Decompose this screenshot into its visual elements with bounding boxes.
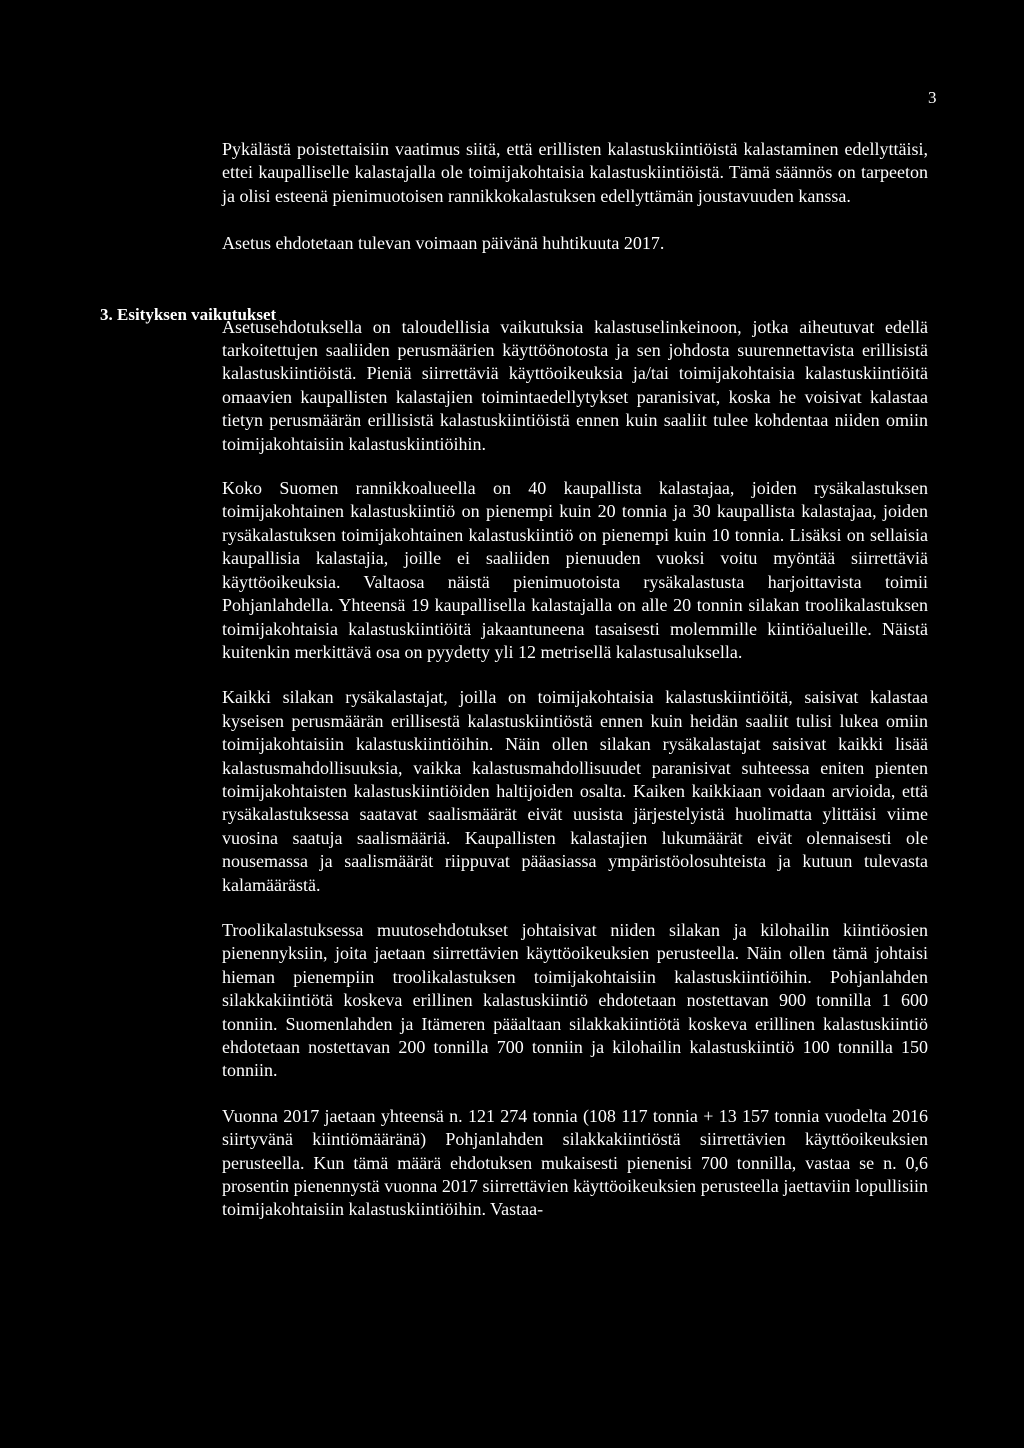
page-number: 3 bbox=[928, 88, 937, 107]
paragraph-intro: Pykälästä poistettaisiin vaatimus siitä, että erillisten kalastuskiintiöistä kalastaminen edellyttäisi, ettei kaupalliselle kalastajalla ole toimijakohtaisia kalastuskiintiöistä. Tämä säännös on tarpeeton ja olisi esteenä pienimuotoisen rannikkokalastuksen edellyttämän joustavuuden kanssa. bbox=[222, 139, 928, 206]
paragraph-trap-net-fishers: Kaikki silakan rysäkalastajat, joilla on toimijakohtaisia kalastuskiintiöitä, saisivat kalastaa kyseisen perusmäärän erillisestä kalastuskiintiöstä ennen kuin heidän saaliit tulisi lukea omiin toimijakohtaisiin kalastuskiintiöihin. Näin ollen silakan rysäkalastajat saisivat kaikki lisää kalastusmahdollisuuksia, vaikka kalastusmahdollisuudet paranisivat suhteessa eniten pienten toimijakohtaisten kalastuskiintiöiden haltijoiden osalta. Kaiken kaikkiaan voidaan arvioida, että rysäkalastuksessa saatavat saalismäärät eivät uusista järjestelyistä huolimatta ylittäisi viime vuosina saatuja saalismääriä. Kaupallisten kalastajien lukumäärät eivät olennaisesti ole nousemassa ja saalismäärät riippuvat pääasiassa ympäristöolosuhteista ja kutuun tulevasta kalamäärästä. bbox=[222, 687, 928, 895]
paragraph-coastal-fishers: Koko Suomen rannikkoalueella on 40 kaupallista kalastajaa, joiden rysäkalastuksen toimijakohtainen kalastuskiintiö on pienempi kuin 20 tonnia ja 30 kaupallista kalastajaa, joiden rysäkalastuksen toimijakohtainen kalastuskiintiö on pienempi kuin 10 tonnia. Lisäksi on sellaisia kaupallisia kalastajia, joille ei saaliiden pienuuden vuoksi voitu myöntää siirrettäviä käyttöoikeuksia. Valtaosa näistä pienimuotoista rysäkalastusta harjoittavista toimii Pohjanlahdella. Yhteensä 19 kaupallisella kalastajalla on alle 20 tonnin silakan troolikalastuksen toimijakohtaisia kalastuskiintiöitä jakaantuneena tasaisesti molemmille kiintiöalueille. Näistä kuitenkin merkittävä osa on pyydetty yli 12 metrisellä kalastusaluksella. bbox=[222, 478, 928, 662]
paragraph-effective-date: Asetus ehdotetaan tulevan voimaan päivänä huhtikuuta 2017. bbox=[222, 233, 665, 254]
section-heading: 3. Esityksen vaikutukset bbox=[100, 305, 277, 324]
paragraph-trawl-fishing: Troolikalastuksessa muutosehdotukset johtaisivat niiden silakan ja kilohailin kiintiöosien pienennyksiin, joita jaetaan siirrettävien käyttöoikeuksien perusteella. Näin ollen tämä johtaisi hieman pienempiin troolikalastuksen toimijakohtaisiin kalastuskiintiöihin. Pohjanlahden silakkakiintiötä koskeva erillinen kalastuskiintiö ehdotetaan nostettavan 900 tonnilla 1 600 tonniin. Suomenlahden ja Itämeren pääaltaan silakkakiintiötä koskeva erillinen kalastuskiintiö ehdotetaan nostettavan 200 tonnilla 700 tonniin ja kilohailin kalastuskiintiö 100 tonnilla 150 tonniin. bbox=[222, 919, 928, 1081]
paragraph-2017-allocation: Vuonna 2017 jaetaan yhteensä n. 121 274 tonnia (108 117 tonnia + 13 157 tonnia vuodelta 2016 siirtyvänä kiintiömääränä) Pohjanlahden silakkakiintiöstä siirrettävien käyttöoikeuksien perusteella. Kun tämä määrä ehdotuksen mukaisesti pienenisi 700 tonnilla, vastaa se n. 0,6 prosentin pienennystä vuonna 2017 siirrettävien käyttöoikeuksien perusteella jaettaviin lopullisiin toimijakohtaisiin kalastuskiintiöihin. Vastaa- bbox=[222, 1105, 928, 1220]
body-text bbox=[222, 138, 928, 1222]
paragraph-economic-effects: Asetusehdotuksella on taloudellisia vaikutuksia kalastuselinkeinoon, jotka aiheutuvat edellä tarkoitettujen saaliiden perusmäärien käyttöönotosta ja sen johdosta suurennettavista erillisistä kalastuskiintiöistä. Pieniä siirrettäviä käyttöoikeuksia ja/tai toimijakohtaisia kalastuskiintiöitä omaavien kaupallisten kalastajien toimintaedellytykset paranisivat, koska he voisivat kalastaa tietyn perusmäärän erillisistä kalastuskiintiöistä ennen kuin saaliit tulee kohdentaa niiden omiin toimijakohtaisiin kalastuskiintiöihin. bbox=[222, 316, 928, 454]
